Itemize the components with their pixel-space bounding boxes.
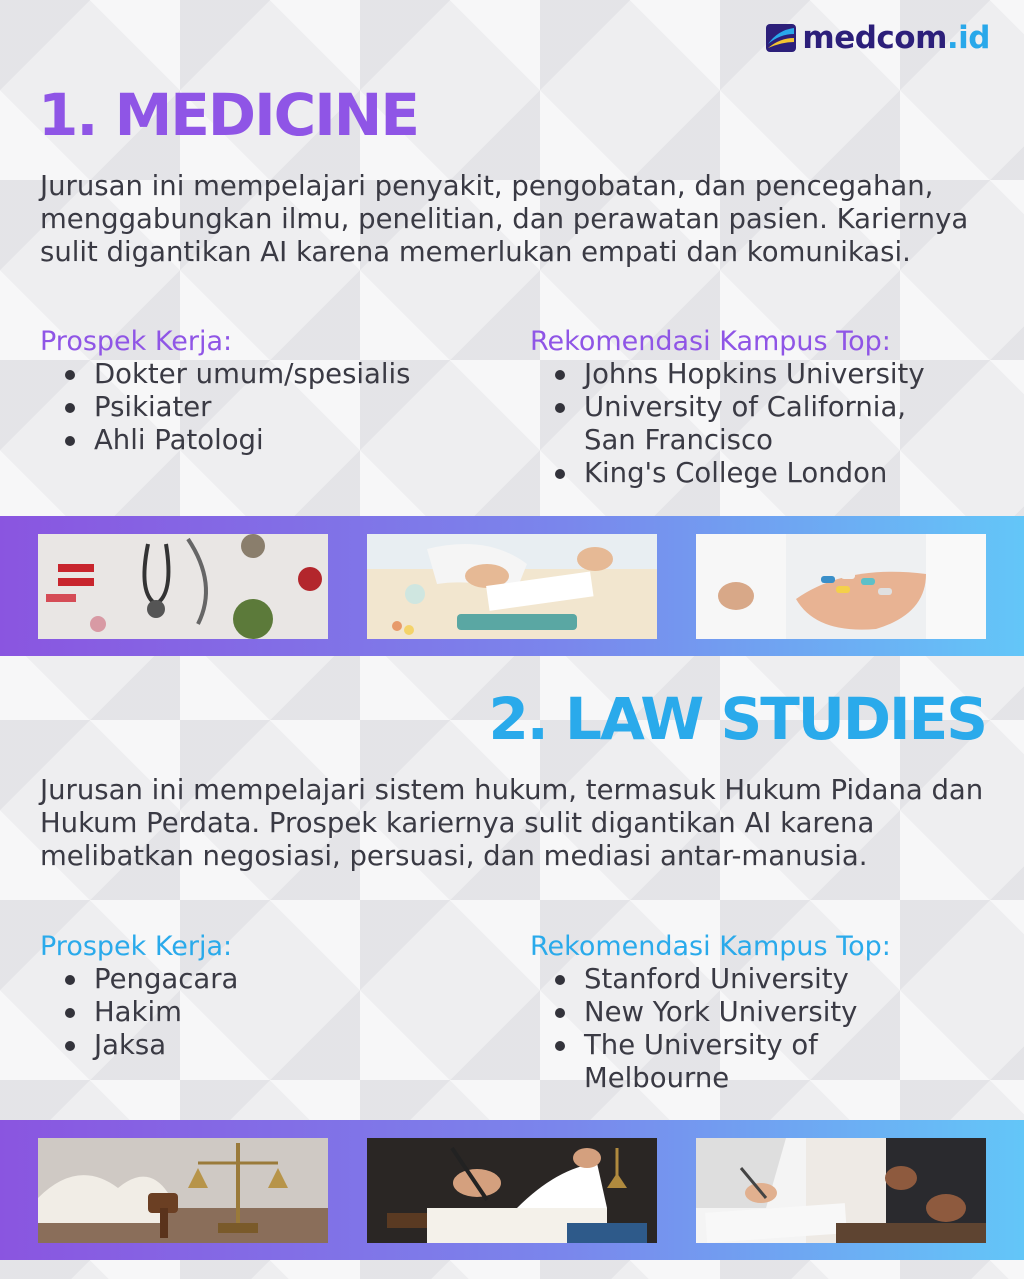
job-prospects [40, 930, 510, 1062]
signing-document-photo [367, 1138, 657, 1243]
list-item: Stanford University [530, 963, 1000, 996]
list-item: King's College London [530, 457, 1000, 490]
campus-heading: Rekomendasi Kampus Top: [530, 931, 891, 962]
list-item: Johns Hopkins University [530, 358, 1000, 391]
list-item: Dokter umum/spesialis [40, 358, 510, 391]
section-description: Jurusan ini mempelajari penyakit, pengobatan, dan pencegahan, menggabungkan ilmu, penelitian, dan perawatan pasien. Kariernya sulit digantikan AI karena memerlukan empati dan komunikasi. [40, 170, 969, 268]
job-prospects [40, 325, 510, 457]
campus-heading: Rekomendasi Kampus Top: [530, 326, 891, 357]
section-description: Jurusan ini mempelajari sistem hukum, termasuk Hukum Pidana dan Hukum Perdata. Prospek kariernya sulit digantikan AI karena melibatkan negosiasi, persuasi, dan mediasi antar-manusia. [40, 774, 984, 872]
list-item: Hakim [40, 996, 510, 1029]
list-item: Ahli Patologi [40, 424, 510, 457]
campus-recommendations [530, 325, 1000, 490]
section-title: 1. MEDICINE [38, 81, 418, 149]
medical-tools-photo [38, 534, 328, 639]
photo-band [0, 516, 1024, 656]
list-item: University of California, San Francisco [530, 391, 1000, 457]
photo-band [0, 1120, 1024, 1260]
list-item: New York University [530, 996, 1000, 1029]
campus-recommendations [530, 930, 1000, 1095]
list-item: Pengacara [40, 963, 510, 996]
pills-in-hand-photo [696, 534, 986, 639]
books-gavel-scales-photo [38, 1138, 328, 1243]
doctor-writing-photo [367, 534, 657, 639]
job-prospects-heading: Prospek Kerja: [40, 931, 233, 962]
brand-name: medcom.id [802, 20, 990, 56]
list-item: Psikiater [40, 391, 510, 424]
section-law-studies [0, 660, 1024, 1279]
list-item: Jaksa [40, 1029, 510, 1062]
lawyers-meeting-photo [696, 1138, 986, 1243]
list-item: The University of Melbourne [530, 1029, 1000, 1095]
section-title: 2. LAW STUDIES [488, 685, 986, 753]
job-prospects-heading: Prospek Kerja: [40, 326, 233, 357]
